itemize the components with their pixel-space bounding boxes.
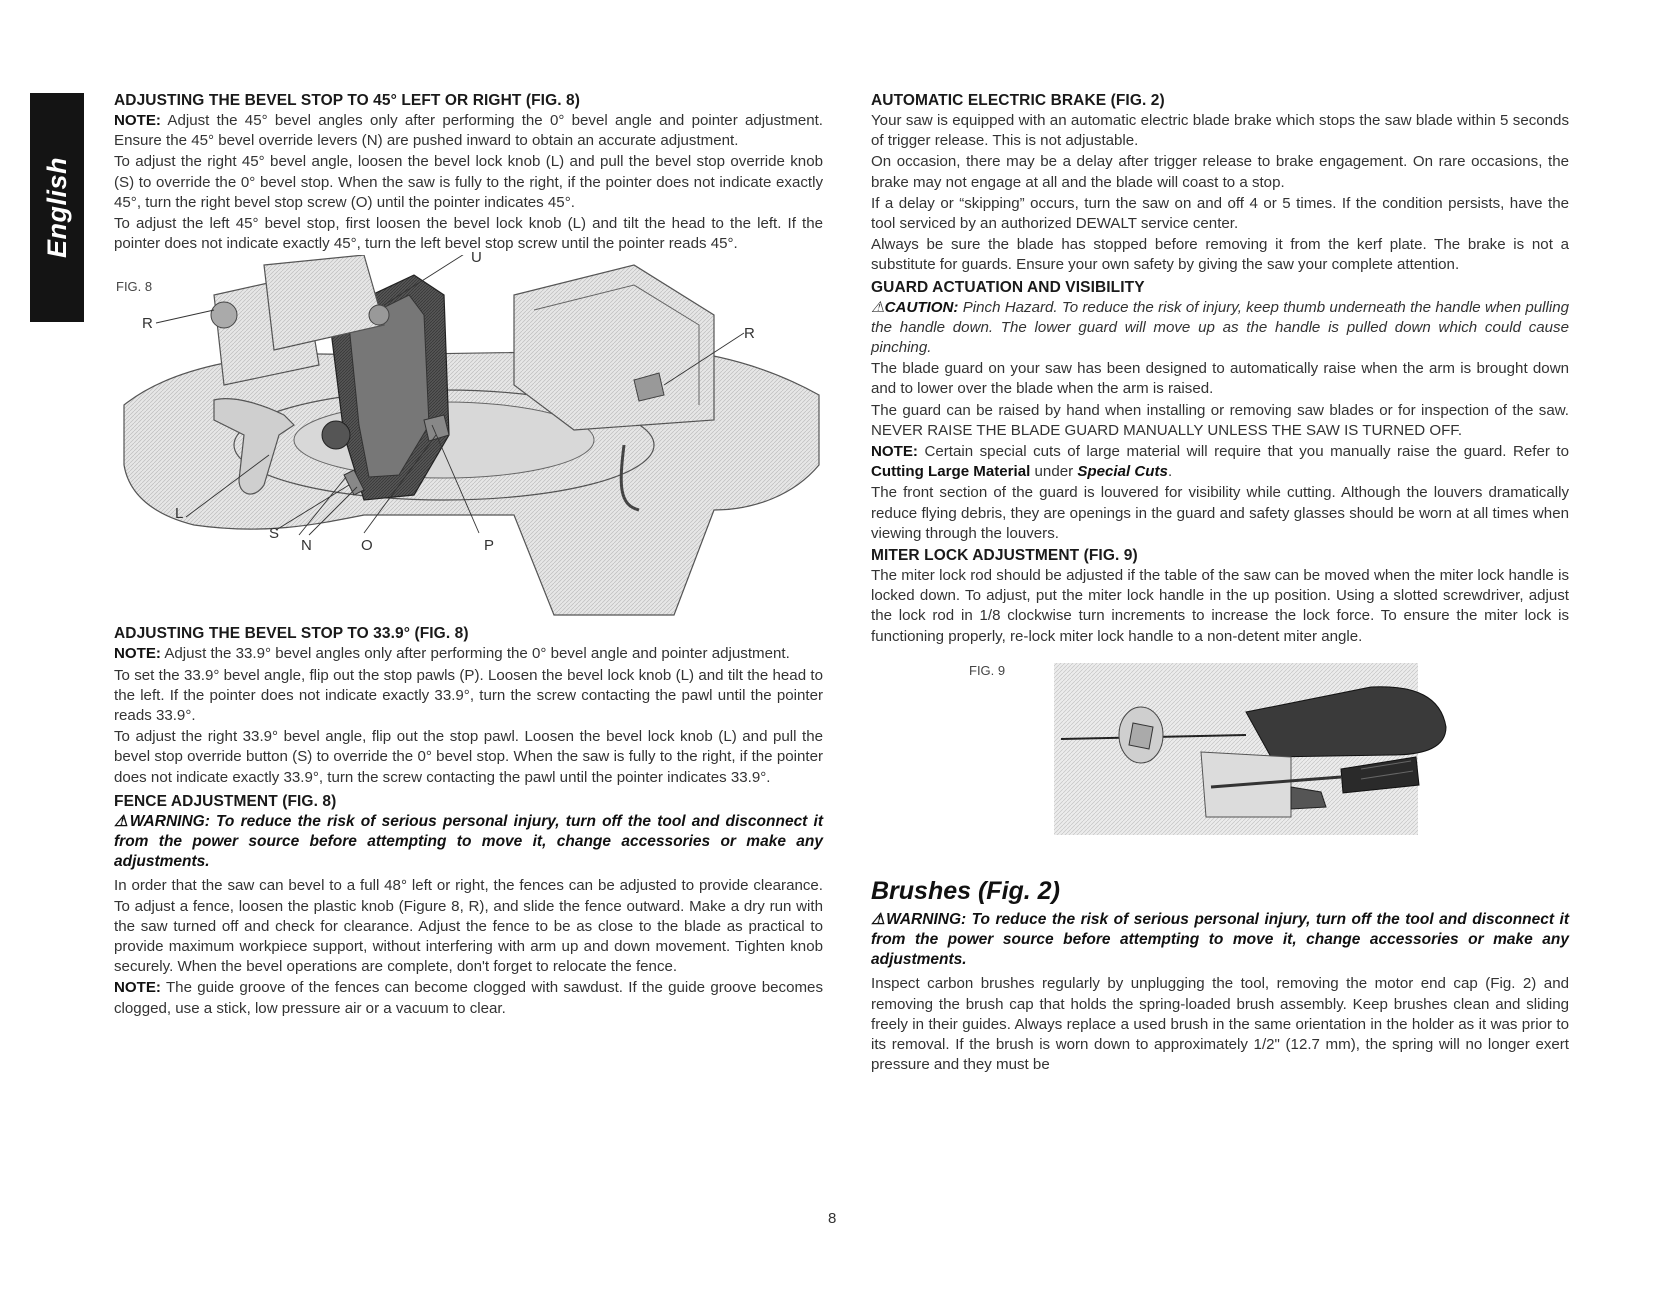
note-label: NOTE:	[871, 443, 918, 461]
paragraph: To adjust the right 33.9° bevel angle, flip out the stop pawl. Loosen the bevel lock knob (L) and pull the bevel stop override button (S) to override the 0° bevel stop. When the saw is fully to the right, if the pointer does not indicate exactly 33.9°, turn the screw contacting the pawl until the pointer indicates 33.9°.	[114, 728, 823, 786]
warning-text: WARNING: To reduce the risk of serious personal injury, turn off the tool and disconnect it from the power source before attempting to move it, change accessories or make any adjustments.	[871, 910, 1569, 969]
paragraph: If a delay or “skipping” occurs, turn the saw on and off 4 or 5 times. If the condition persists, have the tool serviced by an authorized DEWALT service center.	[871, 194, 1569, 233]
paragraph: Always be sure the blade has stopped before removing it from the kerf plate. The brake is not a substitute for guards. Ensure your own safety by giving the saw your complete attention.	[871, 236, 1569, 274]
figure-label: FIG. 8	[116, 279, 153, 295]
callout-R-right: R	[744, 325, 755, 343]
left-column	[114, 92, 823, 1020]
paragraph: The miter lock rod should be adjusted if the table of the saw can be moved when the miter lock handle is locked down. To adjust, put the miter lock handle in the up position. Using a slotted screwdriver, adjust the lock rod in 1/8 clockwise turn increments to increase the lock force. To ensure the miter lock is functioning properly, re-lock miter lock handle to a non-detent miter angle.	[871, 567, 1569, 645]
warning-fence	[114, 812, 823, 873]
section-heading-brake: AUTOMATIC ELECTRIC BRAKE (FIG. 2)	[871, 92, 1165, 109]
note-reference: Special Cuts	[1077, 463, 1168, 481]
note-label: NOTE:	[114, 645, 161, 663]
note-label: NOTE:	[114, 979, 161, 997]
callout-S: S	[269, 525, 280, 543]
note-bevel-33	[114, 644, 823, 664]
paragraph: To set the 33.9° bevel angle, flip out the stop pawls (P). Loosen the bevel lock knob (L) and tilt the head to the left. If the pointer does not indicate exactly 33.9°, turn the screw contacting the pawl until the pointer reads 33.9°.	[114, 666, 823, 725]
section-heading-fence: FENCE ADJUSTMENT (FIG. 8)	[114, 792, 337, 810]
paragraph: Inspect carbon brushes regularly by unplugging the tool, removing the motor end cap (Fig. 2) and removing the brush cap that holds the spring-loaded brush assembly. Keep brushes clean and sliding freely in their guides. Always replace a used brush in the same orientation in the holder as it was prior to its removal. If the brush is worn down to approximately 1/2" (12.7 mm), the spring will no longer exert pressure and they must be	[871, 975, 1569, 1074]
caution-label: CAUTION:	[884, 298, 959, 316]
paragraph: The front section of the guard is louvered for visibility while cutting. Although the louvers dramatically reduce flying debris, they are openings in the guard and safety glasses should be worn at all times when viewing through the louvers.	[871, 484, 1569, 542]
page-number: 8	[828, 1210, 837, 1227]
paragraph: On occasion, there may be a delay after trigger release to brake engagement. On rare occasions, the brake may not engage at all and the blade will coast to a stop.	[871, 153, 1569, 191]
figure-8	[114, 249, 823, 625]
section-heading-bevel-45: ADJUSTING THE BEVEL STOP TO 45° LEFT OR RIGHT (FIG. 8)	[114, 92, 581, 109]
callout-R-left: R	[142, 315, 153, 333]
language-tab-label: English	[41, 156, 72, 259]
figure-label: FIG. 9	[969, 662, 1006, 678]
warning-triangle-icon: ⚠	[871, 298, 885, 316]
callout-L: L	[175, 505, 184, 523]
note-text: Certain special cuts of large material will require that you manually raise the guard. Refer to	[917, 443, 1569, 461]
right-column	[871, 92, 1569, 1077]
callout-P: P	[484, 537, 495, 555]
warning-triangle-icon: ⚠	[871, 910, 887, 928]
section-heading-bevel-33: ADJUSTING THE BEVEL STOP TO 33.9° (FIG. 8)	[114, 625, 469, 643]
note-text: Adjust the 45° bevel angles only after performing the 0° bevel angle and pointer adjustment. Ensure the 45° bevel override levers (N) are pushed inward to obtain an accurate adjustment.	[114, 112, 823, 150]
section-heading-miter-lock: MITER LOCK ADJUSTMENT (FIG. 9)	[871, 547, 1138, 565]
caution-text: Pinch Hazard. To reduce the risk of injury, keep thumb underneath the handle when pulling the handle down. The lower guard will move up as the handle is pulled down which could cause pinching.	[871, 298, 1569, 357]
caution-guard	[871, 298, 1569, 359]
note-guard	[871, 442, 1569, 482]
note-text: .	[1167, 463, 1173, 481]
note-bevel-45	[114, 111, 823, 151]
callout-O: O	[361, 537, 373, 555]
miter-saw-bevel-illustration	[114, 255, 823, 625]
section-heading-guard: GUARD ACTUATION AND VISIBILITY	[871, 278, 1145, 296]
note-text: Adjust the 33.9° bevel angles only after performing the 0° bevel angle and pointer adjustment.	[160, 645, 790, 663]
paragraph: In order that the saw can bevel to a full 48° left or right, the fences can be adjusted to provide clearance. To adjust a fence, loosen the plastic knob (Figure 8, R), and slide the fence outward. Make a dry run with the saw turned off and check for clearance. Adjust the fence to be as close to the blade as practical to provide maximum workpiece support, without interfering with arm up and down movement. Tighten knob securely. When the bevel operations are complete, don't forget to relocate the fence.	[114, 877, 823, 976]
warning-triangle-icon: ⚠	[114, 812, 130, 830]
warning-text: WARNING: To reduce the risk of serious personal injury, turn off the tool and disconnect it from the power source before attempting to move it, change accessories or make any adjustments.	[114, 812, 823, 871]
language-tab	[30, 93, 84, 322]
paragraph: Your saw is equipped with an automatic electric blade brake which stops the saw blade within 5 seconds of trigger release. This is not adjustable.	[871, 112, 1569, 150]
note-label: NOTE:	[114, 112, 161, 129]
note-reference: Cutting Large Material	[871, 463, 1031, 481]
note-text: The guide groove of the fences can become clogged with sawdust. If the guide groove becomes clogged, use a stick, low pressure air or a vacuum to clear.	[114, 979, 823, 1017]
callout-N: N	[301, 537, 312, 555]
paragraph: To adjust the right 45° bevel angle, loosen the bevel lock knob (L) and pull the bevel stop override knob (S) to override the 0° bevel stop. When the saw is fully to the right, if the pointer does not indicate exactly 45°, turn the right bevel stop screw (O) until the pointer indicates 45°.	[114, 153, 823, 211]
warning-brushes	[871, 910, 1569, 971]
paragraph: The blade guard on your saw has been designed to automatically raise when the arm is brought down and to lower over the blade when the arm is raised.	[871, 360, 1569, 398]
note-fence	[114, 978, 823, 1018]
note-text: under	[1030, 463, 1078, 481]
callout-U: U	[471, 249, 482, 267]
paragraph: To adjust the left 45° bevel stop, first loosen the bevel lock knob (L) and tilt the head to the left. If the pointer does not indicate exactly 45°, turn the left bevel stop screw until the pointer reads 45°.	[114, 215, 823, 253]
paragraph: The guard can be raised by hand when installing or removing saw blades or for inspection of the saw. NEVER RAISE THE BLADE GUARD MANUALLY UNLESS THE SAW IS TURNED OFF.	[871, 401, 1569, 439]
miter-lock-illustration	[871, 657, 1569, 842]
section-heading-brushes: Brushes (Fig. 2)	[871, 876, 1060, 905]
figure-9	[871, 657, 1569, 842]
